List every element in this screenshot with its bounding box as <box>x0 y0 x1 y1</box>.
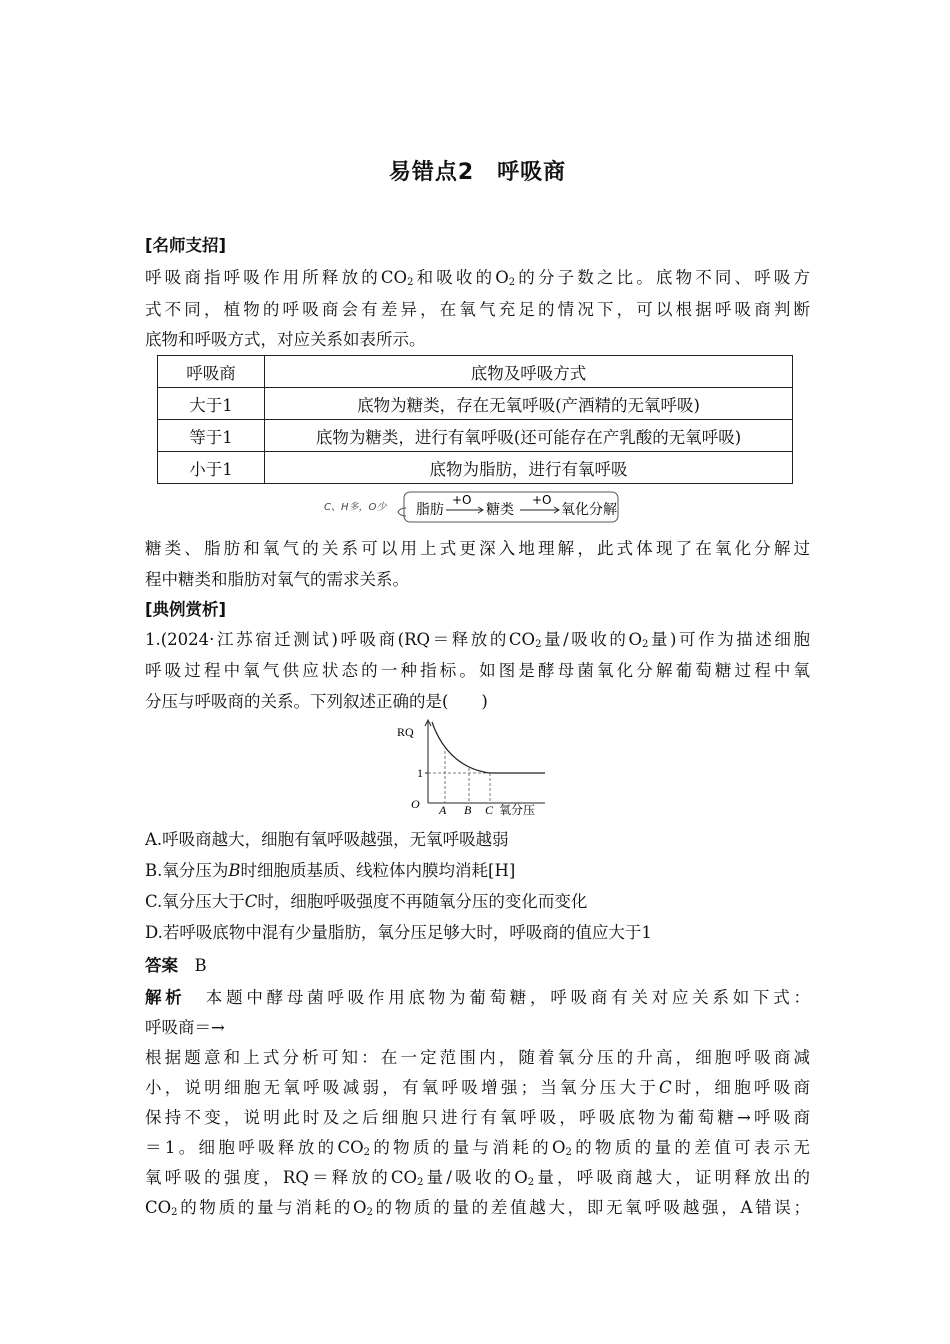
x-tick-label: A <box>439 803 447 817</box>
answer-label: 答案 <box>145 956 178 975</box>
answer-value: B <box>194 956 207 975</box>
y-axis-label: RQ <box>397 725 414 739</box>
analysis-line-1: 解析 本题中酵母菌呼吸作用底物为葡萄糖，呼吸商有关对应关系如下式： <box>145 988 810 1007</box>
plus-oxygen-label: +O <box>452 493 472 507</box>
table-cell: 底物为糖类，进行有氧呼吸(还可能存在产乳酸的无氧呼吸) <box>265 420 793 452</box>
plus-oxygen-label: +O <box>532 493 552 507</box>
analysis-line-5: 保持不变，说明此时及之后细胞只进行有氧呼吸，呼吸底物为葡萄糖→呼吸商 <box>145 1108 810 1127</box>
table-cell: 底物为脂肪，进行有氧呼吸 <box>265 452 793 484</box>
oxidation-label: 氧化分解 <box>561 502 617 518</box>
fat-sugar-oxidation-annotation <box>320 486 630 526</box>
table-row <box>158 420 793 452</box>
option-b: B.氧分压为B时细胞质基质、线粒体内膜均消耗[H] <box>145 861 516 880</box>
sugar-label: 糖类 <box>486 502 514 518</box>
question-line-2: 呼吸过程中氧气供应状态的一种指标。如图是酵母菌氧化分解葡萄糖过程中氧 <box>145 661 810 680</box>
option-a: A.呼吸商越大，细胞有氧呼吸越强，无氧呼吸越弱 <box>145 830 509 849</box>
handwritten-note: C、H多，O少 <box>324 502 387 513</box>
analysis-line-4: 小，说明细胞无氧呼吸减弱，有氧呼吸增强；当氧分压大于C时，细胞呼吸商 <box>145 1078 811 1097</box>
analysis-line-2: 呼吸商＝→ <box>145 1018 225 1037</box>
table-header-row <box>158 356 793 388</box>
analysis-line-7: 氧呼吸的强度，RQ＝释放的$CO_2$量/吸收的$O_2$量，呼吸商越大，证明释放出的 <box>145 1168 811 1188</box>
rq-oxygen-graph <box>395 718 555 818</box>
option-c: C.氧分压大于C时，细胞呼吸强度不再随氧分压的变化而变化 <box>145 892 588 911</box>
rq-table <box>157 355 793 484</box>
analysis-label: 解析 <box>145 988 186 1007</box>
table-header: 呼吸商 <box>158 356 265 388</box>
y-tick-label: 1 <box>417 766 423 780</box>
intro-line-2: 式不同，植物的呼吸商会有差异，在氧气充足的情况下，可以根据呼吸商判断 <box>145 300 810 319</box>
table-row <box>158 452 793 484</box>
table-cell: 底物为糖类，存在无氧呼吸(产酒精的无氧呼吸) <box>265 388 793 420</box>
analysis-line-3: 根据题意和上式分析可知：在一定范围内，随着氧分压的升高，细胞呼吸商减 <box>145 1048 810 1067</box>
explanation-line-1: 糖类、脂肪和氧气的关系可以用上式更深入地理解，此式体现了在氧化分解过 <box>145 539 810 558</box>
handwritten-arrow <box>398 508 406 516</box>
analysis-line-8: $CO_2$的物质的量与消耗的$O_2$的物质的量的差值越大，即无氧呼吸越强，A错误； <box>145 1198 810 1218</box>
section-heading-tips: [名师支招] <box>145 236 227 255</box>
answer-line <box>145 950 810 982</box>
intro-line-3: 底物和呼吸方式，对应关系如表所示。 <box>145 330 426 349</box>
page-title: 易错点2 呼吸商 <box>388 160 567 185</box>
question-line-1: 1.(2024·江苏宿迁测试)呼吸商(RQ＝释放的$CO_2$量/吸收的$O_2$量)可作为描述细胞 <box>145 630 810 650</box>
table-cell: 等于1 <box>158 420 265 452</box>
table-cell: 大于1 <box>158 388 265 420</box>
table-cell: 小于1 <box>158 452 265 484</box>
x-tick-label: C <box>485 803 494 817</box>
table-header: 底物及呼吸方式 <box>265 356 793 388</box>
option-d: D.若呼吸底物中混有少量脂肪，氧分压足够大时，呼吸商的值应大于1 <box>145 923 652 942</box>
intro-line-1: 呼吸商指呼吸作用所释放的$CO_2$和吸收的$O_2$的分子数之比。底物不同、呼吸方 <box>145 268 811 288</box>
origin-label: O <box>411 797 420 811</box>
analysis-line-6: ＝1。细胞呼吸释放的$CO_2$的物质的量与消耗的$O_2$的物质的量的差值可表示无 <box>145 1138 810 1158</box>
x-tick-label: B <box>464 803 472 817</box>
rq-curve <box>432 722 545 773</box>
x-axis-label: 氧分压 <box>499 803 536 817</box>
question-line-3: 分压与呼吸商的关系。下列叙述正确的是( ) <box>145 692 488 711</box>
table-row <box>158 388 793 420</box>
section-heading-example: [典例赏析] <box>145 600 227 619</box>
fat-label: 脂肪 <box>416 502 444 518</box>
explanation-line-2: 程中糖类和脂肪对氧气的需求关系。 <box>145 570 409 589</box>
